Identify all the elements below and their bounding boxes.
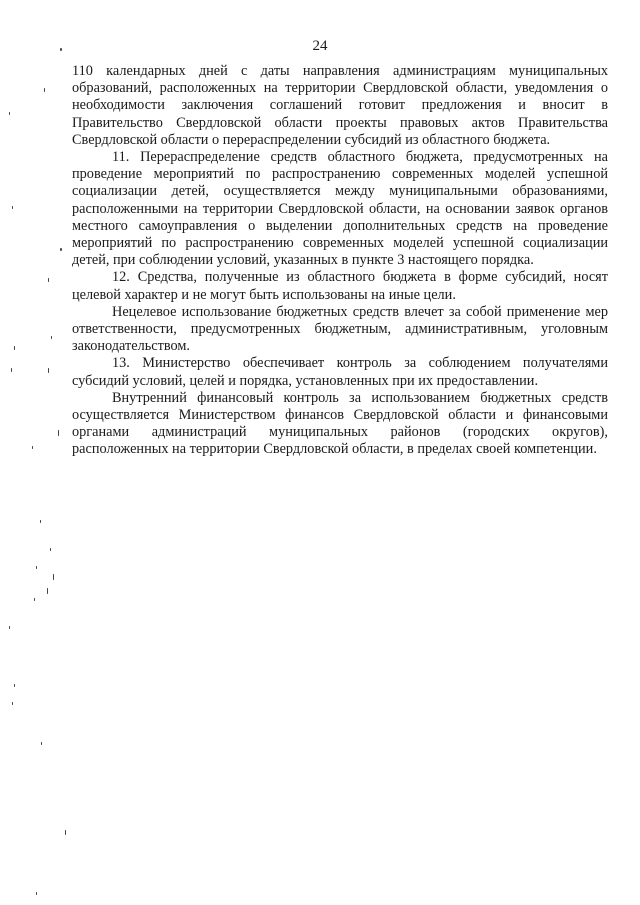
scan-speck — [32, 446, 33, 449]
scan-speck — [12, 206, 13, 209]
scan-speck — [58, 430, 59, 436]
scan-speck — [9, 112, 10, 115]
scan-speck — [50, 548, 51, 551]
scan-speck — [48, 278, 49, 282]
page-number: 24 — [312, 38, 328, 54]
scan-speck — [36, 892, 37, 895]
scan-speck — [60, 248, 62, 251]
scan-speck — [14, 346, 15, 350]
document-body — [72, 63, 608, 459]
scan-speck — [60, 48, 62, 51]
paragraph-continuation: 110 календарных дней с даты направления администрациям муниципальных образований, расположенных на территории Свердловской области, уведомления о необходимости заключения соглашений готовит предложения и вносит в Правительство Свердловской области проекты правовых актов Правительства Свердловской области о перераспределении субсидий из областного бюджета. — [72, 63, 608, 148]
paragraph-internal-control: Внутренний финансовый контроль за использованием бюджетных средств осуществляется Министерством финансов Свердловской области и финансовыми органами администраций муниципальных районов (городских округов), расположенных на территории Свердловской области, в пределах своей компетенции. — [72, 389, 608, 458]
scan-speck — [12, 702, 13, 705]
scan-speck — [51, 336, 52, 339]
scan-speck — [36, 566, 37, 569]
scan-speck — [41, 742, 42, 745]
scan-speck — [34, 598, 35, 601]
paragraph-misuse-liability: Нецелевое использование бюджетных средств влечет за собой применение мер ответственности, предусмотренных бюджетным, административным, уголовным законодательством. — [72, 303, 608, 355]
scan-speck — [11, 368, 12, 372]
scan-speck — [44, 88, 45, 92]
scan-speck — [14, 684, 15, 687]
scan-speck — [47, 588, 48, 594]
scan-speck — [40, 520, 41, 523]
paragraph-item-12: 12. Средства, полученные из областного бюджета в форме субсидий, носят целевой характер и не могут быть использованы на иные цели. — [72, 269, 608, 303]
scan-speck — [53, 574, 54, 580]
paragraph-item-13: 13. Министерство обеспечивает контроль за соблюдением получателями субсидий условий, целей и порядка, установленных при их предоставлении. — [72, 355, 608, 389]
scan-speck — [9, 626, 10, 629]
scan-speck — [65, 830, 66, 835]
scan-speck — [48, 368, 49, 373]
paragraph-item-11: 11. Перераспределение средств областного бюджета, предусмотренных на проведение мероприятий по распространению современных моделей успешной социализации детей, осуществляется между муниципальными образованиями, расположенными на территории Свердловской области, на основании заявок органов местного самоуправления о выделении дополнительных средств на проведение мероприятий по распространению современных моделей успешной социализации детей, при соблюдении условий, указанных в пункте 3 настоящего порядка. — [72, 149, 608, 269]
